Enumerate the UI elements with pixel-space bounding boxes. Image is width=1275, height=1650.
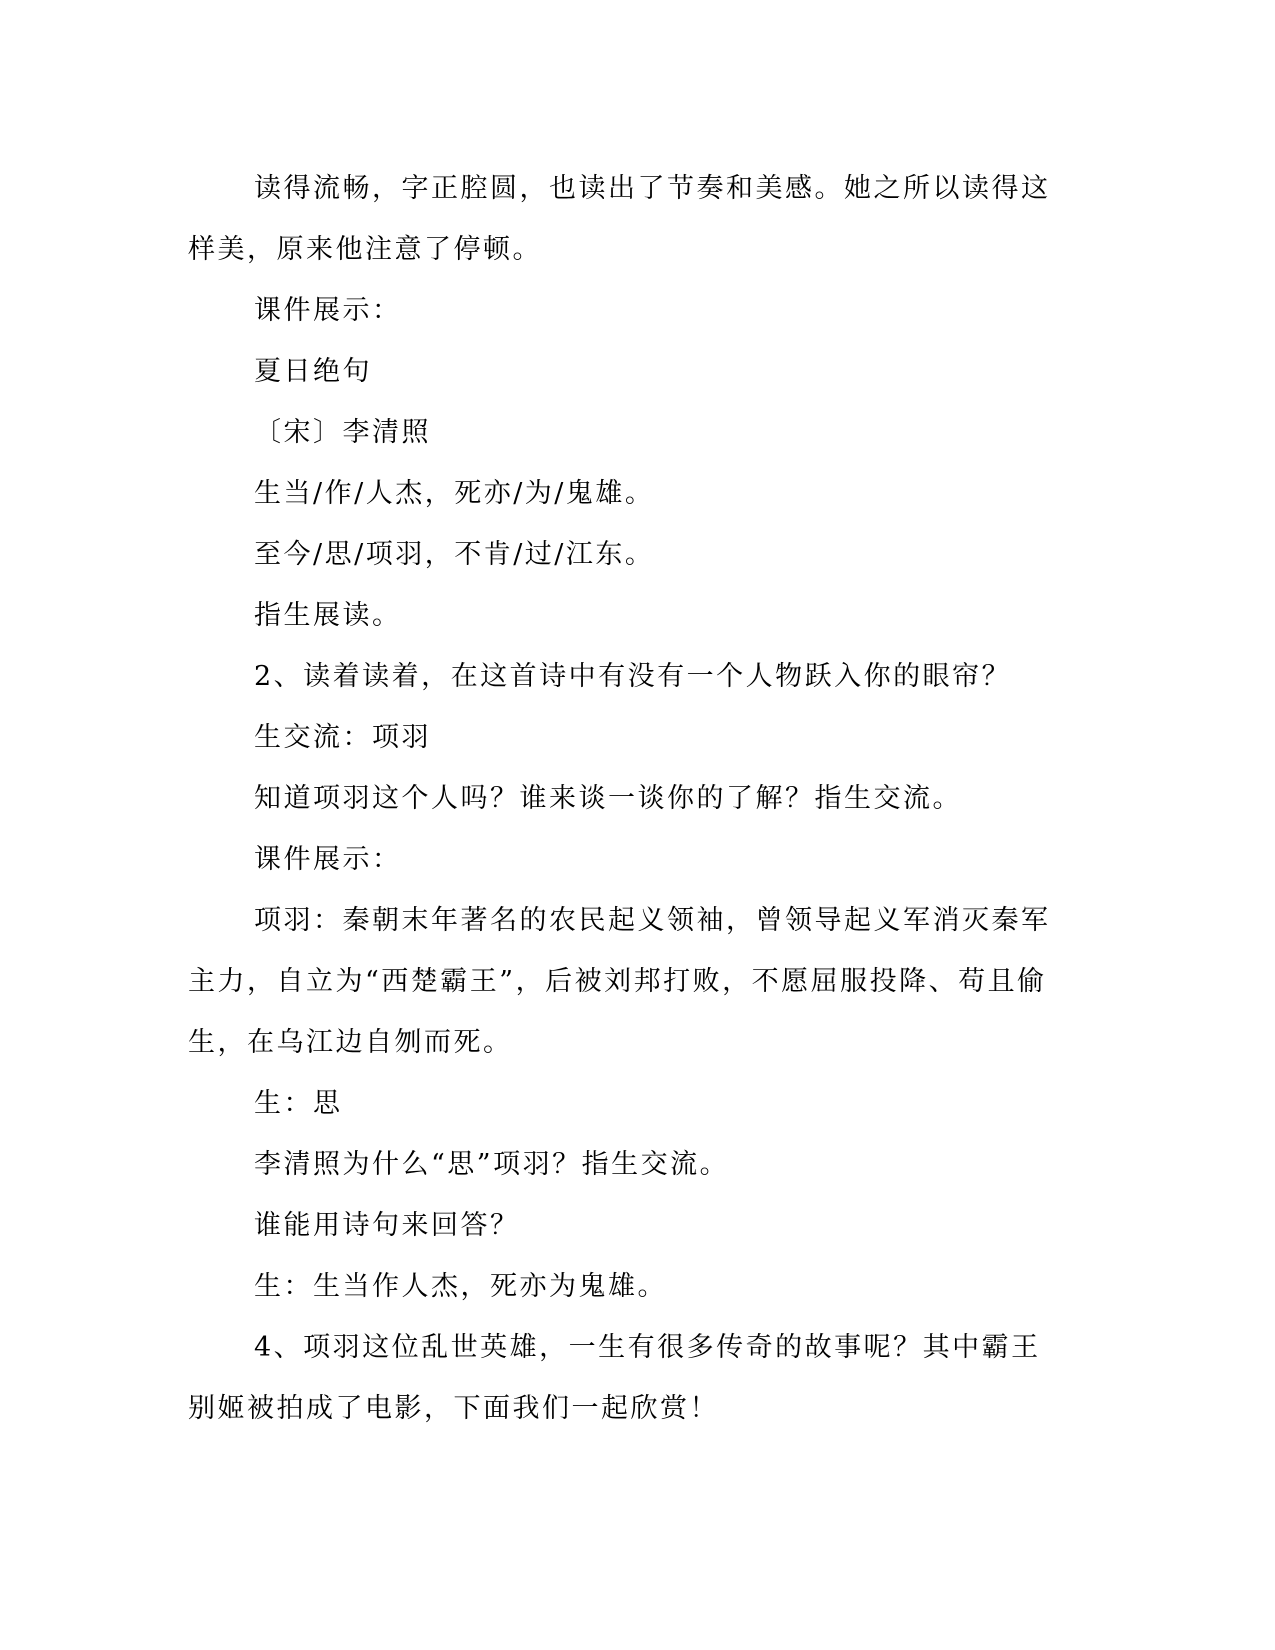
paragraph-student-answer: 生交流：项羽: [254, 722, 431, 753]
paragraph-courseware-label: 课件展示：: [254, 295, 402, 326]
paragraph-student-reading: 指生展读。: [254, 600, 402, 631]
paragraph-answer-prompt: 谁能用诗句来回答？: [254, 1210, 520, 1241]
paragraph-reading-comment: 读得流畅，字正腔圆，也读出了节奏和美感。她之所以读得这样美，原来他注意了停顿。: [188, 173, 1051, 265]
paragraph-xiangyu-question: 知道项羽这个人吗？谁来谈一谈你的了解？指生交流。: [254, 783, 962, 814]
paragraph-student-quote: 生：生当作人杰，死亦为鬼雄。: [254, 1271, 667, 1302]
poem-author: 〔宋〕李清照: [254, 417, 431, 448]
paragraph-student-si: 生：思: [254, 1088, 343, 1119]
poem-line-1: 生当/作/人杰，死亦/为/鬼雄。: [254, 478, 655, 509]
poem-line-2: 至今/思/项羽，不肯/过/江东。: [254, 539, 655, 570]
document-body: [188, 158, 1068, 1439]
paragraph-question-4: 4、项羽这位乱世英雄，一生有很多传奇的故事呢？其中霸王别姬被拍成了电影，下面我们一起欣赏！: [188, 1332, 1041, 1424]
paragraph-why-question: 李清照为什么“思”项羽？指生交流。: [254, 1149, 730, 1180]
paragraph-courseware-label-2: 课件展示：: [254, 844, 402, 875]
paragraph-xiangyu-bio: 项羽：秦朝末年著名的农民起义领袖，曾领导起义军消灭秦军主力，自立为“西楚霸王”，后被刘邦打败，不愿屈服投降、苟且偷生，在乌江边自刎而死。: [188, 905, 1051, 1058]
poem-title: 夏日绝句: [254, 356, 372, 387]
paragraph-question-2: 2、读着读着，在这首诗中有没有一个人物跃入你的眼帘？: [254, 661, 1012, 692]
